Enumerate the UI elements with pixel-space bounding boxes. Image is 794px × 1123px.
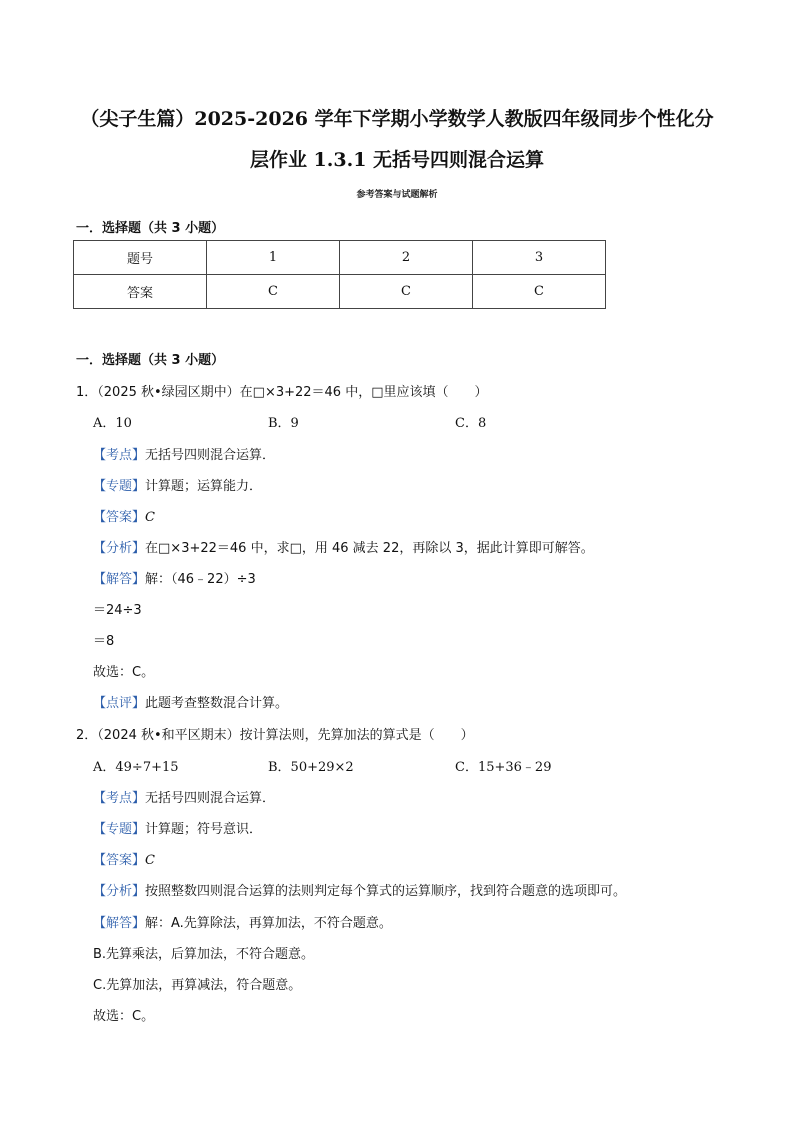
question-1-step2: ＝8 — [93, 634, 115, 649]
answer-table-cell: 题号 — [74, 241, 207, 275]
answer-table-cell: C — [473, 275, 606, 309]
answer-table-row-answer — [74, 275, 606, 309]
question-1-dianping — [93, 692, 288, 711]
document-subtitle: 参考答案与试题解析 — [356, 190, 438, 200]
document-title-line2: 层作业 1.3.1 无括号四则混合运算 — [249, 149, 545, 171]
daan-text: C — [145, 853, 155, 868]
answer-table-cell: 答案 — [74, 275, 207, 309]
answer-table — [73, 240, 606, 309]
daan-text: C — [145, 510, 155, 525]
fenxi-tag: 【分析】 — [93, 541, 146, 556]
question-2-option-a: A．49÷7+15 — [93, 760, 179, 775]
fenxi-tag: 【分析】 — [93, 884, 146, 899]
document-title-line1: （尖子生篇）2025-2026 学年下学期小学数学人教版四年级同步个性化分 — [80, 108, 714, 130]
fenxi-text: 按照整数四则混合运算的法则判定每个算式的运算顺序，找到符合题意的选项即可。 — [145, 884, 627, 899]
question-1-stem: 1．（2025 秋•绿园区期中）在□×3+22＝46 中，□里应该填（ ） — [76, 385, 488, 400]
dianping-text: 此题考查整数混合计算。 — [145, 696, 289, 711]
question-1-option-c: C．8 — [455, 416, 487, 431]
zhuanti-tag: 【专题】 — [93, 822, 146, 837]
question-2-line-b: B.先算乘法，后算加法，不符合题意。 — [93, 947, 315, 962]
answer-table-cell: 1 — [207, 241, 340, 275]
daan-tag: 【答案】 — [93, 510, 146, 525]
zhuanti-text: 计算题；符号意识． — [145, 822, 263, 837]
jieda-tag: 【解答】 — [93, 916, 146, 931]
question-1-option-b: B．9 — [268, 416, 299, 431]
question-2-fenxi — [93, 880, 626, 899]
question-2-line-c: C.先算加法，再算减法，符合题意。 — [93, 978, 302, 993]
question-2-answer — [93, 849, 155, 868]
jieda-text: 解：（46﹣22）÷3 — [145, 572, 256, 587]
question-2-zhuanti — [93, 818, 262, 837]
question-2-kaodian — [93, 787, 275, 806]
zhuanti-text: 计算题；运算能力． — [145, 479, 263, 494]
kaodian-tag: 【考点】 — [93, 791, 146, 806]
question-1-jieda — [93, 568, 256, 587]
daan-tag: 【答案】 — [93, 853, 146, 868]
kaodian-text: 无括号四则混合运算． — [145, 448, 276, 463]
jieda-text: 解：A.先算除法，再算加法，不符合题意。 — [145, 916, 392, 931]
question-1-kaodian — [93, 444, 275, 463]
question-1-step1: ＝24÷3 — [93, 603, 142, 618]
kaodian-tag: 【考点】 — [93, 448, 146, 463]
question-1-answer — [93, 506, 155, 525]
zhuanti-tag: 【专题】 — [93, 479, 146, 494]
question-1-conclusion: 故选：C。 — [93, 665, 155, 680]
question-2-stem: 2．（2024 秋•和平区期末）按计算法则，先算加法的算式是（ ） — [76, 728, 474, 743]
kaodian-text: 无括号四则混合运算． — [145, 791, 276, 806]
answer-table-cell: 3 — [473, 241, 606, 275]
question-1-option-a: A．10 — [93, 416, 132, 431]
dianping-tag: 【点评】 — [93, 696, 146, 711]
answer-table-cell: 2 — [340, 241, 473, 275]
question-1-zhuanti — [93, 475, 262, 494]
question-2-jieda — [93, 912, 392, 931]
answer-section-heading: 一．选择题（共 3 小题） — [76, 221, 225, 236]
answer-table-cell: C — [207, 275, 340, 309]
fenxi-text: 在□×3+22＝46 中，求□，用 46 减去 22，再除以 3，据此计算即可解答。 — [145, 541, 594, 556]
question-1-fenxi — [93, 537, 594, 556]
answer-table-cell: C — [340, 275, 473, 309]
answer-table-row-number — [74, 241, 606, 275]
jieda-tag: 【解答】 — [93, 572, 146, 587]
question-2-conclusion: 故选：C。 — [93, 1009, 155, 1024]
question-2-option-b: B．50+29×2 — [268, 760, 354, 775]
question-2-option-c: C．15+36﹣29 — [455, 760, 552, 775]
detail-section-heading: 一．选择题（共 3 小题） — [76, 353, 225, 368]
